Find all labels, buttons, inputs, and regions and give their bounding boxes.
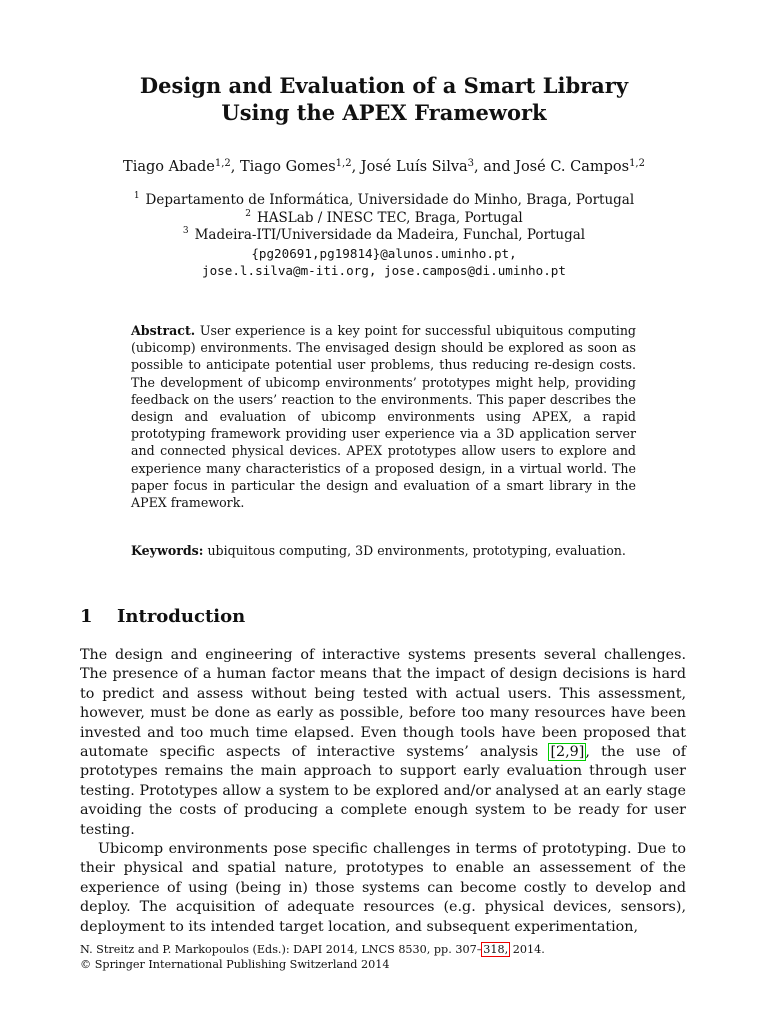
citation-link[interactable]: [2,9] [550,744,585,761]
email-line-1: {pg20691,pg19814}@alunos.uminho.pt, [251,245,517,261]
paragraph-1-text-b: , the use of prototypes remains the main approach to support early evaluation through user testing. Prototypes allow a system to be explored and/or analysed at an early stage avoiding the costs of producing a complete enough system to be ready for user testing. [80,744,686,838]
keywords [131,542,636,559]
abstract-label: Abstract. [131,323,196,338]
paragraph-1-text-a: The design and engineering of interactive systems presents several challenges. The presence of a human factor means that the impact of design decisions is hard to predict and assess without being tested with actual users. This assessment, however, must be done as early as possible, before too many resources have been invested and too much time elapsed. Even though tools have been proposed that automate specific aspects of interactive systems’ analysis [80,647,686,761]
keywords-text: ubiquitous computing, 3D environments, prototyping, evaluation. [207,543,626,558]
affiliation-item [60,227,708,245]
email-line-2: jose.l.silva@m-iti.org, jose.campos@di.uminho.pt [202,263,566,278]
author-name: José Luís Silva [360,159,468,175]
affiliation-list [60,192,708,280]
footer-copyright: © Springer International Publishing Switzerland 2014 [80,958,390,971]
affiliation-number: 3 [182,226,189,236]
page-range-link[interactable]: 318, [483,943,509,956]
footer-line-1 [80,942,686,957]
footer-year: 2014. [509,943,545,956]
title-line-1: Design and Evaluation of a Smart Library [139,73,629,98]
author-affiliation-mark: 3 [467,158,475,169]
author-separator: , and [474,159,516,175]
affiliation-text: Departamento de Informática, Universidade do Minho, Braga, Portugal [145,192,635,208]
abstract-text: User experience is a key point for successful ubiquitous computing (ubicomp) environments. The envisaged design should be explored as soon as possible to anticipate potential user problems, thus reducing re-design costs. The development of ubicomp environments’ prototypes might help, providing feedback on the users’ reaction to the environments. This paper describes the design and evaluation of ubicomp environments using APEX, a rapid prototyping framework providing user experience via a 3D application server and connected physical devices. APEX prototypes allow users to explore and experience many characteristics of a proposed design, in a virtual world. The paper focus in particular the design and evaluation of a smart library in the APEX framework. [131,323,636,511]
author-affiliation-mark: 1,2 [629,158,645,169]
section-number: 1 [80,606,93,627]
paper-title [60,72,708,126]
author-affiliation-mark: 1,2 [335,158,352,169]
affiliation-text: Madeira-ITI/Universidade da Madeira, Funchal, Portugal [194,227,586,243]
affiliation-number: 1 [133,191,140,201]
author-affiliation-mark: 1,2 [214,158,231,169]
footer-citation-text: N. Streitz and P. Markopoulos (Eds.): DAPI 2014, LNCS 8530, pp. 307– [80,943,483,956]
author-name: Tiago Gomes [240,159,336,175]
section-body [80,646,686,937]
title-line-2: Using the APEX Framework [221,100,547,125]
paragraph-2: Ubicomp environments pose specific challenges in terms of prototyping. Due to their physical and spatial nature, prototypes to enable an assessement of the experience of using (being in) those systems can become costly to develop and deploy. The acquisition of adequate resources (e.g. physical devices, sensors), deployment to its intended target location, and subsequent experimentation, [80,841,686,935]
section-heading [80,606,245,627]
affiliation-number: 2 [245,208,252,219]
page-footer [80,942,686,972]
paragraph-1 [80,646,686,840]
affiliation-item [60,192,708,210]
author-name: José C. Campos [515,159,630,175]
keywords-label: Keywords: [131,543,204,558]
affiliation-text: HASLab / INESC TEC, Braga, Portugal [257,209,523,226]
section-title: Introduction [117,606,246,627]
author-separator: , [230,159,240,175]
abstract [131,322,636,511]
affiliation-item [60,210,708,228]
author-list [60,157,708,177]
author-name: Tiago Abade [123,159,215,175]
author-separator: , [351,159,361,175]
